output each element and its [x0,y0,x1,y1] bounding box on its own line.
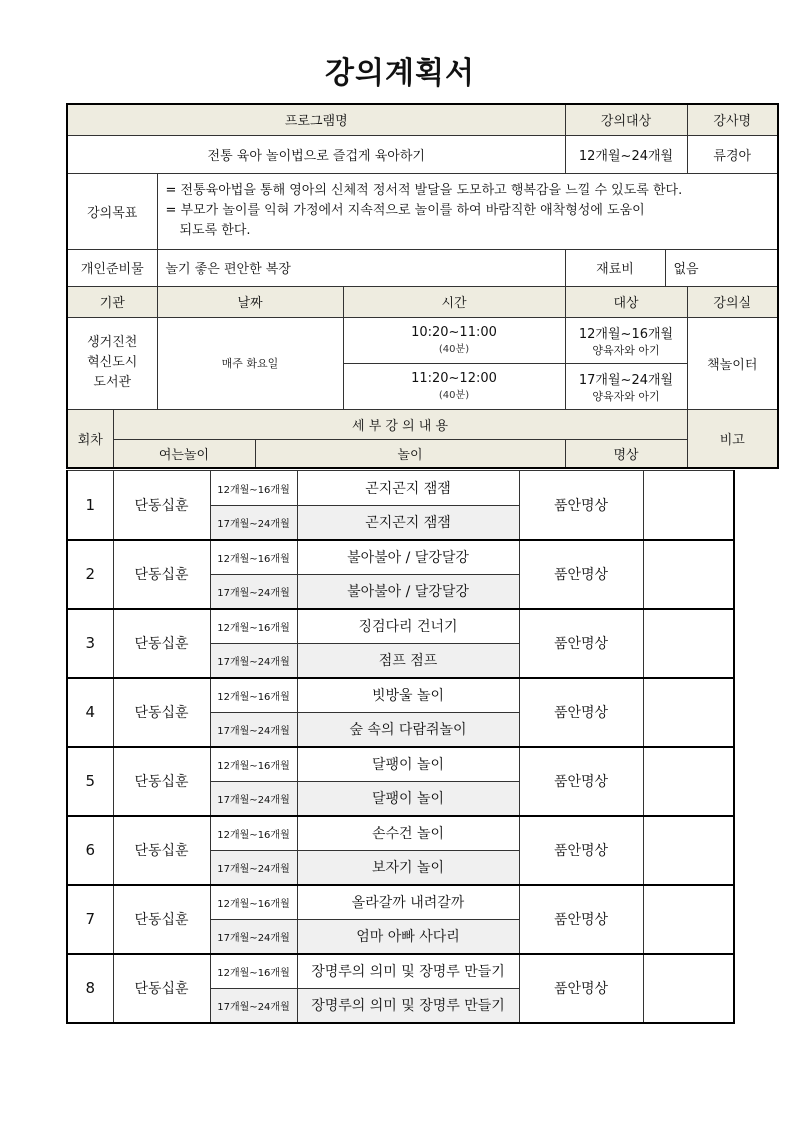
col-org: 기관 [67,286,157,317]
play-b: 보자기 놀이 [297,851,519,885]
program-name-value: 전통 육아 놀이법으로 즐겁게 육아하기 [67,135,565,173]
round-number: 3 [67,609,113,678]
goal-text [157,173,778,249]
session-2-duration: (40분) [438,390,470,401]
meditation: 품안명상 [519,954,643,1023]
material-fee-label: 재료비 [565,249,665,286]
col-time: 시간 [343,286,565,317]
note [643,678,734,747]
age-group-b: 17개월~24개월 [210,713,297,747]
note [643,609,734,678]
prep-value: 놀기 좋은 편안한 복장 [157,249,565,286]
age-group-b: 17개월~24개월 [210,575,297,609]
goal-line-3: 되도록 한다. [179,223,251,238]
meditation: 품안명상 [519,747,643,816]
meditation: 품안명상 [519,885,643,954]
material-fee-value: 없음 [665,249,778,286]
note [643,885,734,954]
play-b: 엄마 아빠 사다리 [297,920,519,954]
play-b: 장명루의 의미 및 장명루 만들기 [297,989,519,1023]
play-a: 올라갈까 내려갈까 [297,885,519,920]
session-row [67,609,734,644]
play-a: 장명루의 의미 및 장명루 만들기 [297,954,519,989]
col-opening: 여는놀이 [113,439,255,468]
opening-play: 단동십훈 [113,678,210,747]
age-group-a: 12개월~16개월 [210,540,297,575]
age-group-a: 12개월~16개월 [210,747,297,782]
session-2-age: 17개월~24개월 [578,372,674,388]
opening-play: 단동십훈 [113,609,210,678]
opening-play: 단동십훈 [113,471,210,540]
instructor-label: 강사명 [687,104,778,135]
play-a: 달팽이 놀이 [297,747,519,782]
play-b: 곤지곤지 잼잼 [297,506,519,540]
play-b: 불아불아 / 달강달강 [297,575,519,609]
age-group-a: 12개월~16개월 [210,816,297,851]
session-2-who: 양육자와 아기 [592,389,660,403]
meditation: 품안명상 [519,609,643,678]
note [643,471,734,540]
goal-line-1: = 전통육아법을 통해 영아의 신체적 정서적 발달을 도모하고 행복감을 느낄 수 있도록 한다. [165,183,683,198]
age-group-b: 17개월~24개월 [210,782,297,816]
round-number: 4 [67,678,113,747]
round-number: 5 [67,747,113,816]
age-group-b: 17개월~24개월 [210,506,297,540]
play-b: 점프 점프 [297,644,519,678]
age-group-a: 12개월~16개월 [210,609,297,644]
col-content: 세 부 강 의 내 용 [113,409,687,439]
session-1-time-text: 10:20~11:00 [411,325,497,340]
goal-label: 강의목표 [67,173,157,249]
session-1-time [343,317,565,363]
age-group-b: 17개월~24개월 [210,920,297,954]
note [643,954,734,1023]
session-2-target [565,363,687,409]
col-round: 회차 [67,409,113,468]
round-number: 6 [67,816,113,885]
meditation: 품안명상 [519,540,643,609]
session-row [67,540,734,575]
session-rows [67,471,734,1023]
session-table [66,470,735,1024]
date-value: 매주 화요일 [157,317,343,409]
session-row [67,471,734,506]
col-room: 강의실 [687,286,778,317]
session-2-time [343,363,565,409]
session-row [67,954,734,989]
session-2-time-text: 11:20~12:00 [411,371,497,386]
session-row [67,678,734,713]
org-name: 생거진천 혁신도시 도서관 [67,317,157,409]
play-b: 달팽이 놀이 [297,782,519,816]
round-number: 7 [67,885,113,954]
session-row [67,747,734,782]
session-1-who: 양육자와 아기 [592,343,660,357]
age-group-b: 17개월~24개월 [210,644,297,678]
meditation: 품안명상 [519,678,643,747]
age-group-a: 12개월~16개월 [210,954,297,989]
col-note: 비고 [687,409,778,468]
room-value: 책놀이터 [687,317,778,409]
target-label: 강의대상 [565,104,687,135]
col-target: 대상 [565,286,687,317]
session-row [67,885,734,920]
page-title: 강의계획서 [325,56,475,91]
prep-label: 개인준비물 [67,249,157,286]
target-value: 12개월~24개월 [565,135,687,173]
meditation: 품안명상 [519,816,643,885]
age-group-a: 12개월~16개월 [210,471,297,506]
col-meditation: 명상 [565,439,687,468]
col-play: 놀이 [255,439,565,468]
age-group-a: 12개월~16개월 [210,678,297,713]
round-number: 8 [67,954,113,1023]
session-1-duration: (40분) [438,344,470,355]
play-b: 숲 속의 다람쥐놀이 [297,713,519,747]
session-row [67,816,734,851]
program-name-label: 프로그램명 [67,104,565,135]
opening-play: 단동십훈 [113,747,210,816]
session-1-age: 12개월~16개월 [578,326,674,342]
play-a: 곤지곤지 잼잼 [297,471,519,506]
round-number: 2 [67,540,113,609]
opening-play: 단동십훈 [113,540,210,609]
goal-line-2: = 부모가 놀이를 익혀 가정에서 지속적으로 놀이를 하여 바람직한 애착형성에 도움이 [165,203,645,218]
plan-header-table [66,103,779,469]
opening-play: 단동십훈 [113,885,210,954]
note [643,816,734,885]
opening-play: 단동십훈 [113,816,210,885]
note [643,747,734,816]
round-number: 1 [67,471,113,540]
play-a: 불아불아 / 달강달강 [297,540,519,575]
play-a: 손수건 놀이 [297,816,519,851]
age-group-a: 12개월~16개월 [210,885,297,920]
meditation: 품안명상 [519,471,643,540]
col-date: 날짜 [157,286,343,317]
age-group-b: 17개월~24개월 [210,989,297,1023]
instructor-value: 류경아 [687,135,778,173]
opening-play: 단동십훈 [113,954,210,1023]
session-1-target [565,317,687,363]
play-a: 징검다리 건너기 [297,609,519,644]
note [643,540,734,609]
play-a: 빗방울 놀이 [297,678,519,713]
age-group-b: 17개월~24개월 [210,851,297,885]
